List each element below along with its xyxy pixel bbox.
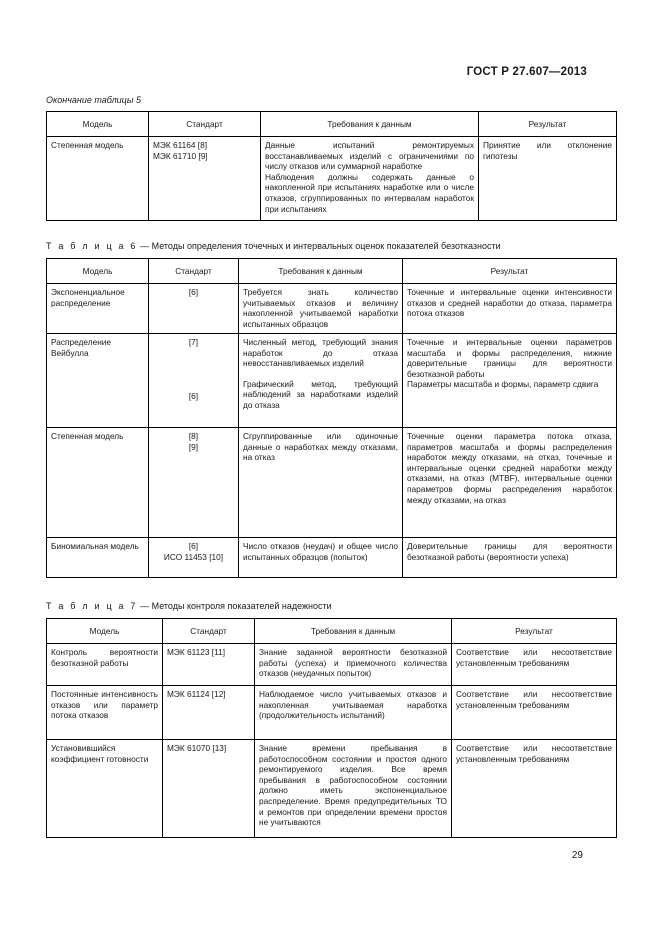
standard-ref: [6] (188, 287, 199, 297)
column-header-model: Модель (47, 112, 149, 137)
cell-standard (149, 428, 239, 538)
cell-result (403, 428, 617, 538)
table-row (47, 740, 617, 838)
table7-title: — Методы контроля показателей надежности (137, 601, 332, 611)
table-7 (46, 618, 617, 838)
standard-ref: [8] (188, 431, 199, 441)
table6-header-row (47, 259, 617, 284)
column-header-model: Модель (47, 259, 149, 284)
table7-header-row (47, 619, 617, 644)
table6-caption (46, 241, 501, 251)
cell-standard (149, 284, 239, 334)
table-row (47, 686, 617, 740)
cell-model: Биномиальная модель (47, 538, 149, 578)
cell-model: Установившийся коэффициент готовности (47, 740, 163, 838)
result-text: Точечные оценки параметра потока отказа, параметров масштаба и формы распределения наработок между отказами, на отказ, точечные и интервальные оценки средней наработки между отказами, на отказ (MTBF), интервальные оценки параметров формы распределения наработок между отказами, на отказ (407, 431, 612, 505)
cell-result: Соответствие или несоответствие установленным требованиям (452, 740, 617, 838)
column-header-standard: Стандарт (163, 619, 255, 644)
requirements-text: Численный метод, требующий знания наработок до отказа невосстанавливаемых изделий (243, 337, 398, 369)
requirements-text: Данные испытаний ремонтируемых восстанавливаемых изделий с ограничениями по числу отказов или суммарной наработке (265, 140, 474, 172)
cell-standard: МЭК 61070 [13] (163, 740, 255, 838)
column-header-requirements: Требования к данным (261, 112, 479, 137)
document-code: ГОСТ Р 27.607—2013 (466, 66, 587, 78)
cell-model: Контроль вероятности безотказной работы (47, 644, 163, 686)
cell-standard: МЭК 61123 [11] (163, 644, 255, 686)
table5-header-row (47, 112, 617, 137)
cell-model: Степенная модель (47, 137, 149, 221)
cell-result: Принятие или отклонение гипотезы (479, 137, 617, 221)
cell-result (403, 284, 617, 334)
cell-requirements: Знание заданной вероятности безотказной работы (успеха) и приемочного количества отказов (неудачных попыток) (255, 644, 452, 686)
cell-requirements (239, 284, 403, 334)
result-text: Параметры масштаба и формы, параметр сдвига (407, 379, 599, 390)
column-header-standard: Стандарт (149, 259, 239, 284)
table-row (47, 284, 617, 334)
cell-requirements: Наблюдаемое число учитываемых отказов и накопленная учитываемая наработка (продолжительность испытаний) (255, 686, 452, 740)
table5-caption: Окончание таблицы 5 (46, 95, 141, 105)
cell-requirements (239, 428, 403, 538)
cell-model: Постоянные интенсивность отказов или параметр потока отказов (47, 686, 163, 740)
column-header-result: Результат (403, 259, 617, 284)
table-6 (46, 258, 617, 578)
cell-result (403, 334, 617, 428)
column-header-result: Результат (479, 112, 617, 137)
standard-ref: [6] (188, 390, 199, 401)
cell-result (403, 538, 617, 578)
result-text: Доверительные границы для вероятности безотказной работы (вероятности успеха) (407, 541, 612, 562)
cell-standard (149, 137, 261, 221)
column-header-requirements: Требования к данным (255, 619, 452, 644)
result-text: Точечные и интервальные оценки параметров масштаба и формы распределения, нижние доверительные границы для вероятности безотказной работы (407, 337, 612, 379)
standard-ref: [7] (188, 337, 199, 347)
requirements-text: Число отказов (неудач) и общее число испытанных образцов (попыток) (243, 541, 398, 562)
column-header-requirements: Требования к данным (239, 259, 403, 284)
cell-standard (149, 538, 239, 578)
table-5 (46, 111, 617, 221)
standard-ref: МЭК 61710 [9] (153, 150, 208, 161)
cell-result: Соответствие или несоответствие установленным требованиям (452, 686, 617, 740)
cell-model: Распределение Вейбулла (47, 334, 149, 428)
cell-requirements (239, 334, 403, 428)
cell-result: Соответствие или несоответствие установленным требованиям (452, 644, 617, 686)
column-header-result: Результат (452, 619, 617, 644)
table-row (47, 538, 617, 578)
requirements-text: Сгруппированные или одиночные данные о наработках между отказами, на отказ (243, 431, 398, 463)
column-header-model: Модель (47, 619, 163, 644)
cell-standard: МЭК 61124 [12] (163, 686, 255, 740)
page-number: 29 (571, 850, 583, 861)
cell-model: Степенная модель (47, 428, 149, 538)
requirements-text: Наблюдения должны содержать данные о накопленной при испытаниях наработке или о числе отказов, сгруппированных по интервалам наработок при испытаниях (265, 171, 474, 214)
table6-title: — Методы определения точечных и интервальных оценок показателей безотказности (137, 241, 501, 251)
requirements-text: Требуется знать количество учитываемых отказов и величину накопленной учитываемой наработки испытанных образцов (243, 287, 398, 329)
table-row (47, 334, 617, 428)
table6-label: Т а б л и ц а 6 (46, 241, 138, 251)
cell-model: Экспоненциальное распределение (47, 284, 149, 334)
cell-standard (149, 334, 239, 428)
standard-ref: [9] (188, 441, 199, 452)
standard-ref: МЭК 61164 [8] (153, 140, 207, 150)
table-row (47, 428, 617, 538)
standard-ref: ИСО 11453 [10] (163, 551, 224, 562)
column-header-standard: Стандарт (149, 112, 261, 137)
standard-ref: [6] (188, 541, 199, 551)
table7-label: Т а б л и ц а 7 (46, 601, 138, 611)
result-text: Точечные и интервальные оценки интенсивности отказов и средней наработки до отказа, параметра потока отказов (407, 287, 612, 319)
table-row (47, 644, 617, 686)
cell-requirements (239, 538, 403, 578)
requirements-text: Графический метод, требующий наблюдений за наработками изделий до отказа (243, 378, 398, 410)
table7-caption (46, 601, 332, 611)
table-row (47, 137, 617, 221)
cell-requirements (261, 137, 479, 221)
cell-requirements: Знание времени пребывания в работоспособном состоянии и простоя одного ремонтируемого изделия. Все время пребывания в работоспособном состоянии должно иметь экспоненциальное распределение. Время предупредительных ТО и ремонтов при определении времени простоя не учитываются (255, 740, 452, 838)
